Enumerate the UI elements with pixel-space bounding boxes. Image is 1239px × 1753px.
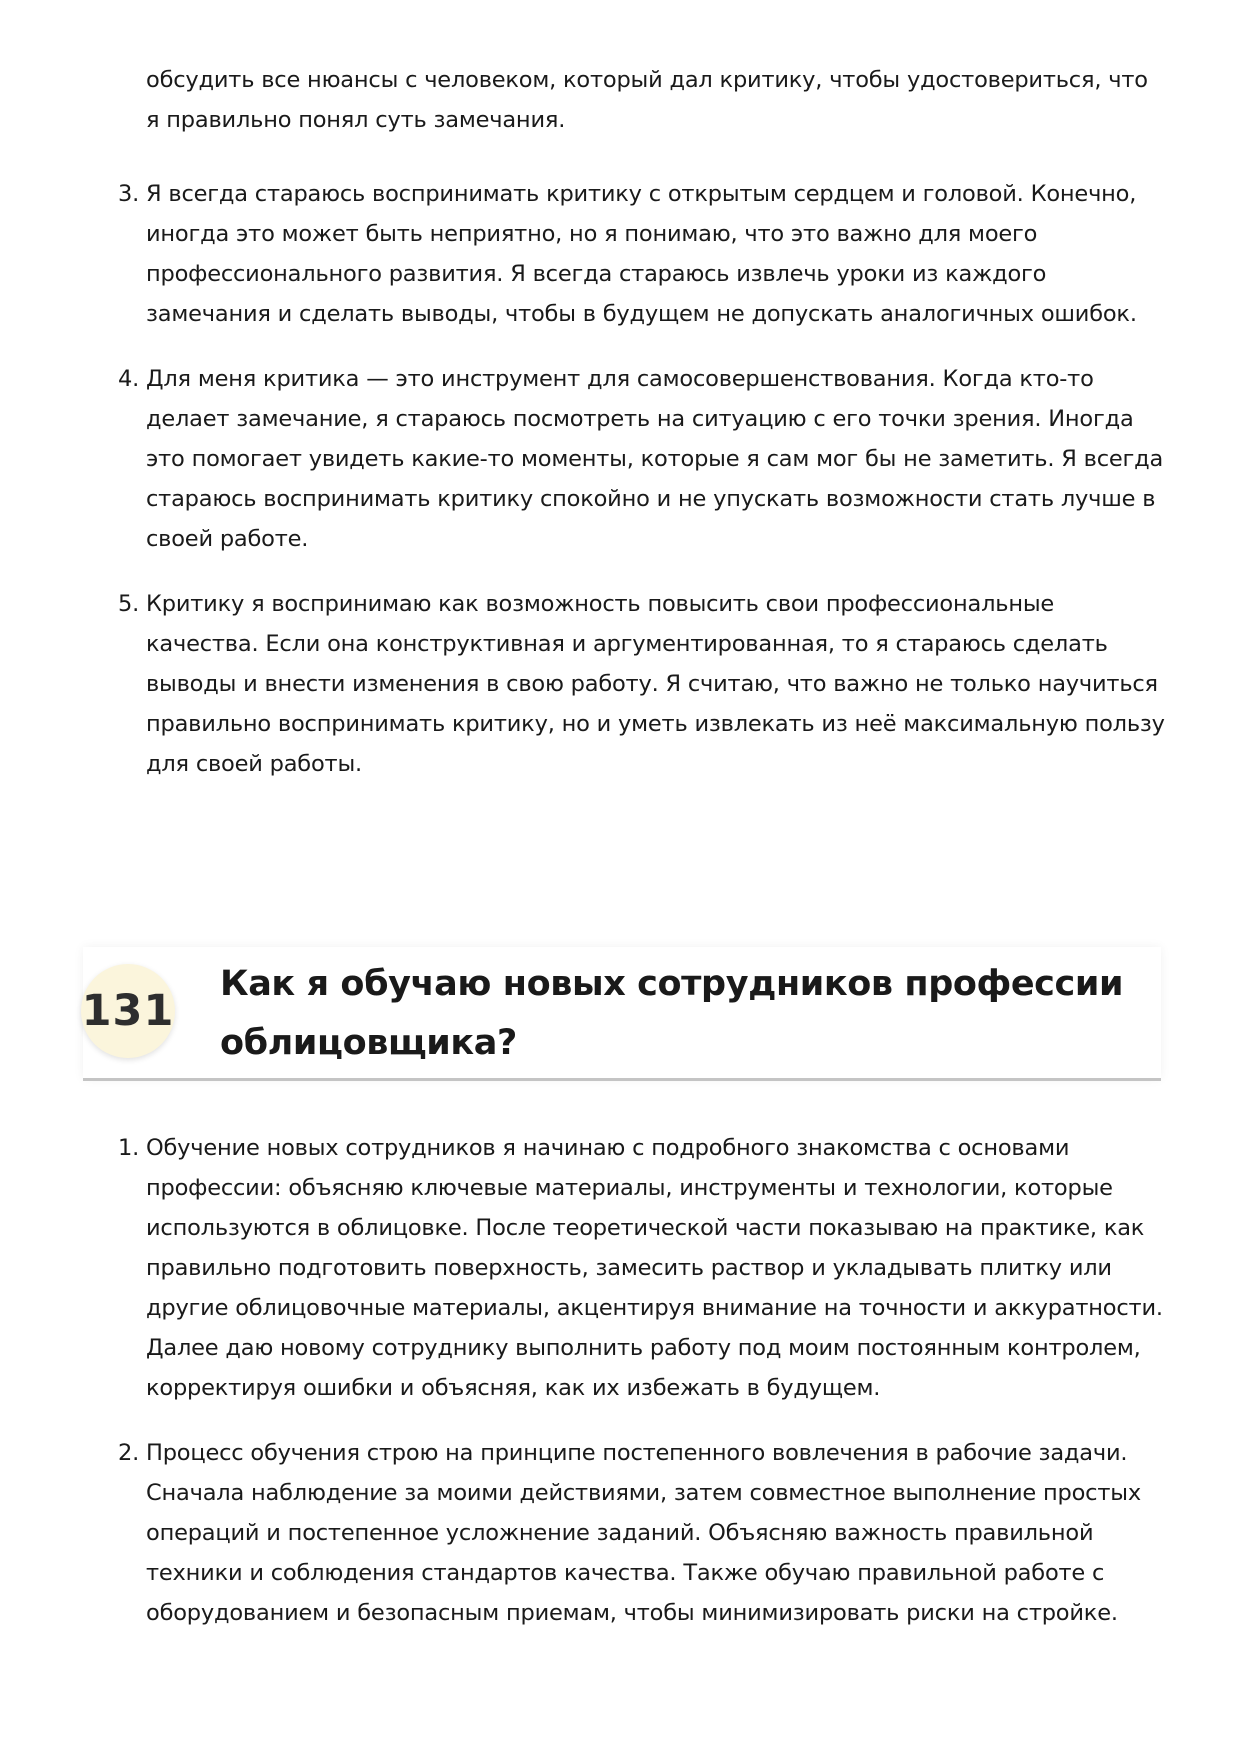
section-divider: [83, 1078, 1161, 1081]
list-item-number: 2.: [118, 1440, 140, 1466]
list-item-number: 4.: [118, 366, 140, 392]
list-item: [118, 1433, 1168, 1633]
list-item-number: 5.: [118, 591, 140, 617]
answer-list-current: [118, 1128, 1168, 1658]
list-item-text: Я всегда стараюсь воспринимать критику с открытым сердцем и головой. Конечно, иногда это может быть неприятно, но я понимаю, что это важно для моего профессионального развития. Я всегда стараюсь извлечь уроки из каждого замечания и сделать выводы, чтобы в будущем не допускать аналогичных ошибок.: [146, 181, 1137, 327]
list-item-number: 1.: [118, 1135, 140, 1161]
list-item: [118, 359, 1168, 559]
list-item-text: Обучение новых сотрудников я начинаю с подробного знакомства с основами профессии: объясняю ключевые материалы, инструменты и технологии, которые используются в облицовке. После теоретической части показываю на практике, как правильно подготовить поверхность, замесить раствор и укладывать плитку или другие облицовочные материалы, акцентируя внимание на точности и аккуратности. Далее даю новому сотруднику выполнить работу под моим постоянным контролем, корректируя ошибки и объясняя, как их избежать в будущем.: [146, 1135, 1163, 1401]
list-item: [118, 1128, 1168, 1408]
list-item-number: 3.: [118, 181, 140, 207]
list-item: [118, 584, 1168, 784]
answer-list-previous: [118, 174, 1168, 809]
section-title: Как я обучаю новых сотрудников профессии облицовщика?: [220, 964, 1124, 1063]
section-number-badge: 131: [81, 964, 175, 1058]
list-item-text: Процесс обучения строю на принципе постепенного вовлечения в рабочие задачи. Сначала наблюдение за моими действиями, затем совместное выполнение простых операций и постепенное усложнение заданий. Объясняю важность правильной техники и соблюдения стандартов качества. Также обучаю правильной работе с оборудованием и безопасным приемам, чтобы минимизировать риски на стройке.: [146, 1440, 1141, 1626]
list-item-text: Критику я воспринимаю как возможность повысить свои профессиональные качества. Если она конструктивная и аргументированная, то я стараюсь сделать выводы и внести изменения в свою работу. Я считаю, что важно не только научиться правильно воспринимать критику, но и уметь извлекать из неё максимальную пользу для своей работы.: [146, 591, 1165, 777]
list-item: [118, 174, 1168, 334]
continuation-paragraph: обсудить все нюансы с человеком, который дал критику, чтобы удостовериться, что я правильно понял суть замечания.: [146, 67, 1148, 133]
list-item-text: Для меня критика — это инструмент для самосовершенствования. Когда кто-то делает замечание, я стараюсь посмотреть на ситуацию с его точки зрения. Иногда это помогает увидеть какие-то моменты, которые я сам мог бы не заметить. Я всегда стараюсь воспринимать критику спокойно и не упускать возможности стать лучше в своей работе.: [146, 366, 1164, 552]
